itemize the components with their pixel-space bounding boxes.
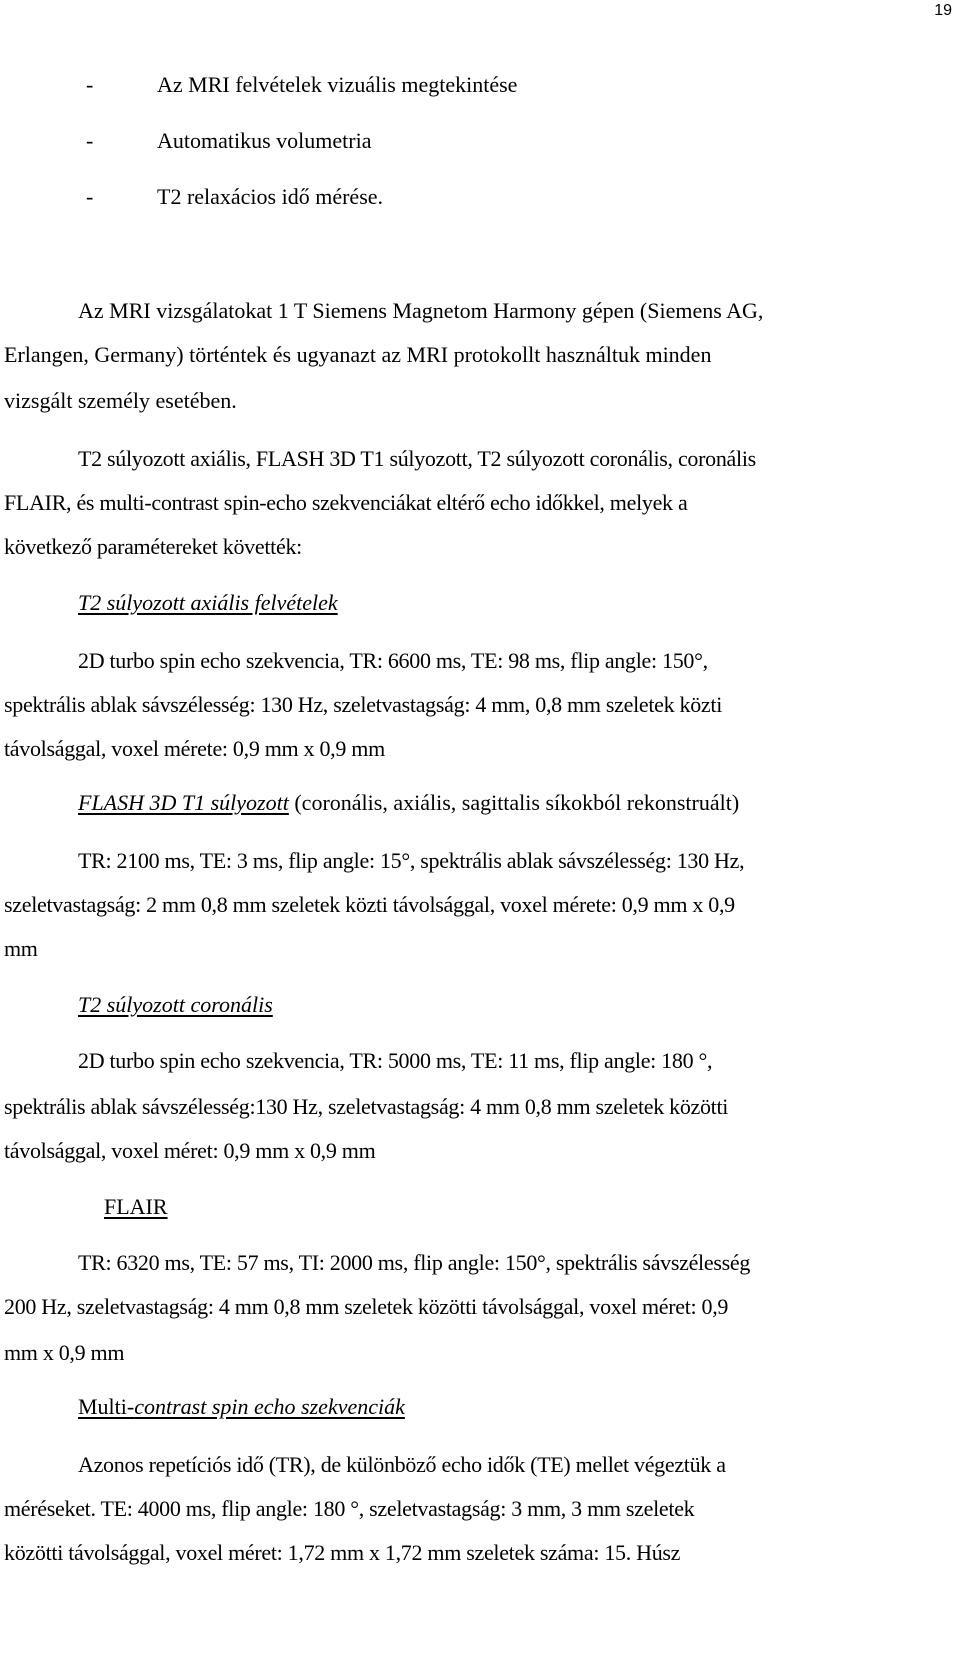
section-line: spektrális ablak sávszélesség:130 Hz, szeletvastagság: 4 mm 0,8 mm szeletek közötti xyxy=(4,1094,729,1119)
bullet-dash: - xyxy=(86,72,94,97)
section-heading: FLAIR xyxy=(104,1194,168,1219)
section-line: TR: 2100 ms, TE: 3 ms, flip angle: 15°, spektrális ablak sávszélesség: 130 Hz, xyxy=(78,848,745,873)
section-line: mm xyxy=(4,936,38,961)
section-line: 2D turbo spin echo szekvencia, TR: 6600 ms, TE: 98 ms, flip angle: 150°, xyxy=(78,648,708,673)
section-heading-rest: (coronális, axiális, sagittalis síkokból rekonstruált) xyxy=(288,790,740,815)
section-line: közötti távolsággal, voxel méret: 1,72 mm x 1,72 mm szeletek száma: 15. Húsz xyxy=(4,1540,681,1565)
section-line: szeletvastagság: 2 mm 0,8 mm szeletek közti távolsággal, voxel mérete: 0,9 mm x 0,9 xyxy=(4,892,735,917)
section-line: méréseket. TE: 4000 ms, flip angle: 180 °, szeletvastagság: 3 mm, 3 mm szeletek xyxy=(4,1496,695,1521)
section-line: 200 Hz, szeletvastagság: 4 mm 0,8 mm szeletek közötti távolsággal, voxel méret: 0,9 xyxy=(4,1294,729,1319)
bullet-text: T2 relaxácios idő mérése. xyxy=(157,184,384,209)
section-heading xyxy=(78,790,739,816)
section-heading-upright: Multi- xyxy=(78,1394,135,1419)
section-line: spektrális ablak sávszélesség: 130 Hz, szeletvastagság: 4 mm, 0,8 mm szeletek közti xyxy=(4,692,723,717)
section-heading xyxy=(78,1394,405,1420)
paragraph-line: FLAIR, és multi-contrast spin-echo szekvenciákat eltérő echo időkkel, melyek a xyxy=(4,490,688,515)
section-heading: T2 súlyozott axiális felvételek xyxy=(78,590,338,615)
section-line: TR: 6320 ms, TE: 57 ms, TI: 2000 ms, flip angle: 150°, spektrális sávszélesség xyxy=(78,1250,751,1275)
section-line: mm x 0,9 mm xyxy=(4,1340,125,1365)
paragraph-line: vizsgált személy esetében. xyxy=(4,388,237,413)
section-heading-title: FLASH 3D T1 súlyozott xyxy=(78,790,289,815)
page-number: 19 xyxy=(934,2,952,19)
bullet-text: Az MRI felvételek vizuális megtekintése xyxy=(157,72,518,97)
section-heading: T2 súlyozott coronális xyxy=(78,992,273,1017)
paragraph-line: Az MRI vizsgálatokat 1 T Siemens Magnetom Harmony gépen (Siemens AG, xyxy=(78,298,764,323)
bullet-dash: - xyxy=(86,184,94,209)
bullet-dash: - xyxy=(86,128,94,153)
section-line: távolsággal, voxel méret: 0,9 mm x 0,9 mm xyxy=(4,1138,376,1163)
section-line: Azonos repetíciós idő (TR), de különböző echo idők (TE) mellet végeztük a xyxy=(78,1452,726,1477)
paragraph-line: Erlangen, Germany) történtek és ugyanazt az MRI protokollt használtuk minden xyxy=(4,342,712,367)
paragraph-line: következő paramétereket követték: xyxy=(4,534,302,559)
bullet-text: Automatikus volumetria xyxy=(157,128,372,153)
section-heading-italic: contrast spin echo szekvenciák xyxy=(134,1394,405,1419)
section-line: távolsággal, voxel mérete: 0,9 mm x 0,9 mm xyxy=(4,736,385,761)
section-line: 2D turbo spin echo szekvencia, TR: 5000 ms, TE: 11 ms, flip angle: 180 °, xyxy=(78,1048,713,1073)
paragraph-line: T2 súlyozott axiális, FLASH 3D T1 súlyozott, T2 súlyozott coronális, coronális xyxy=(78,446,756,471)
